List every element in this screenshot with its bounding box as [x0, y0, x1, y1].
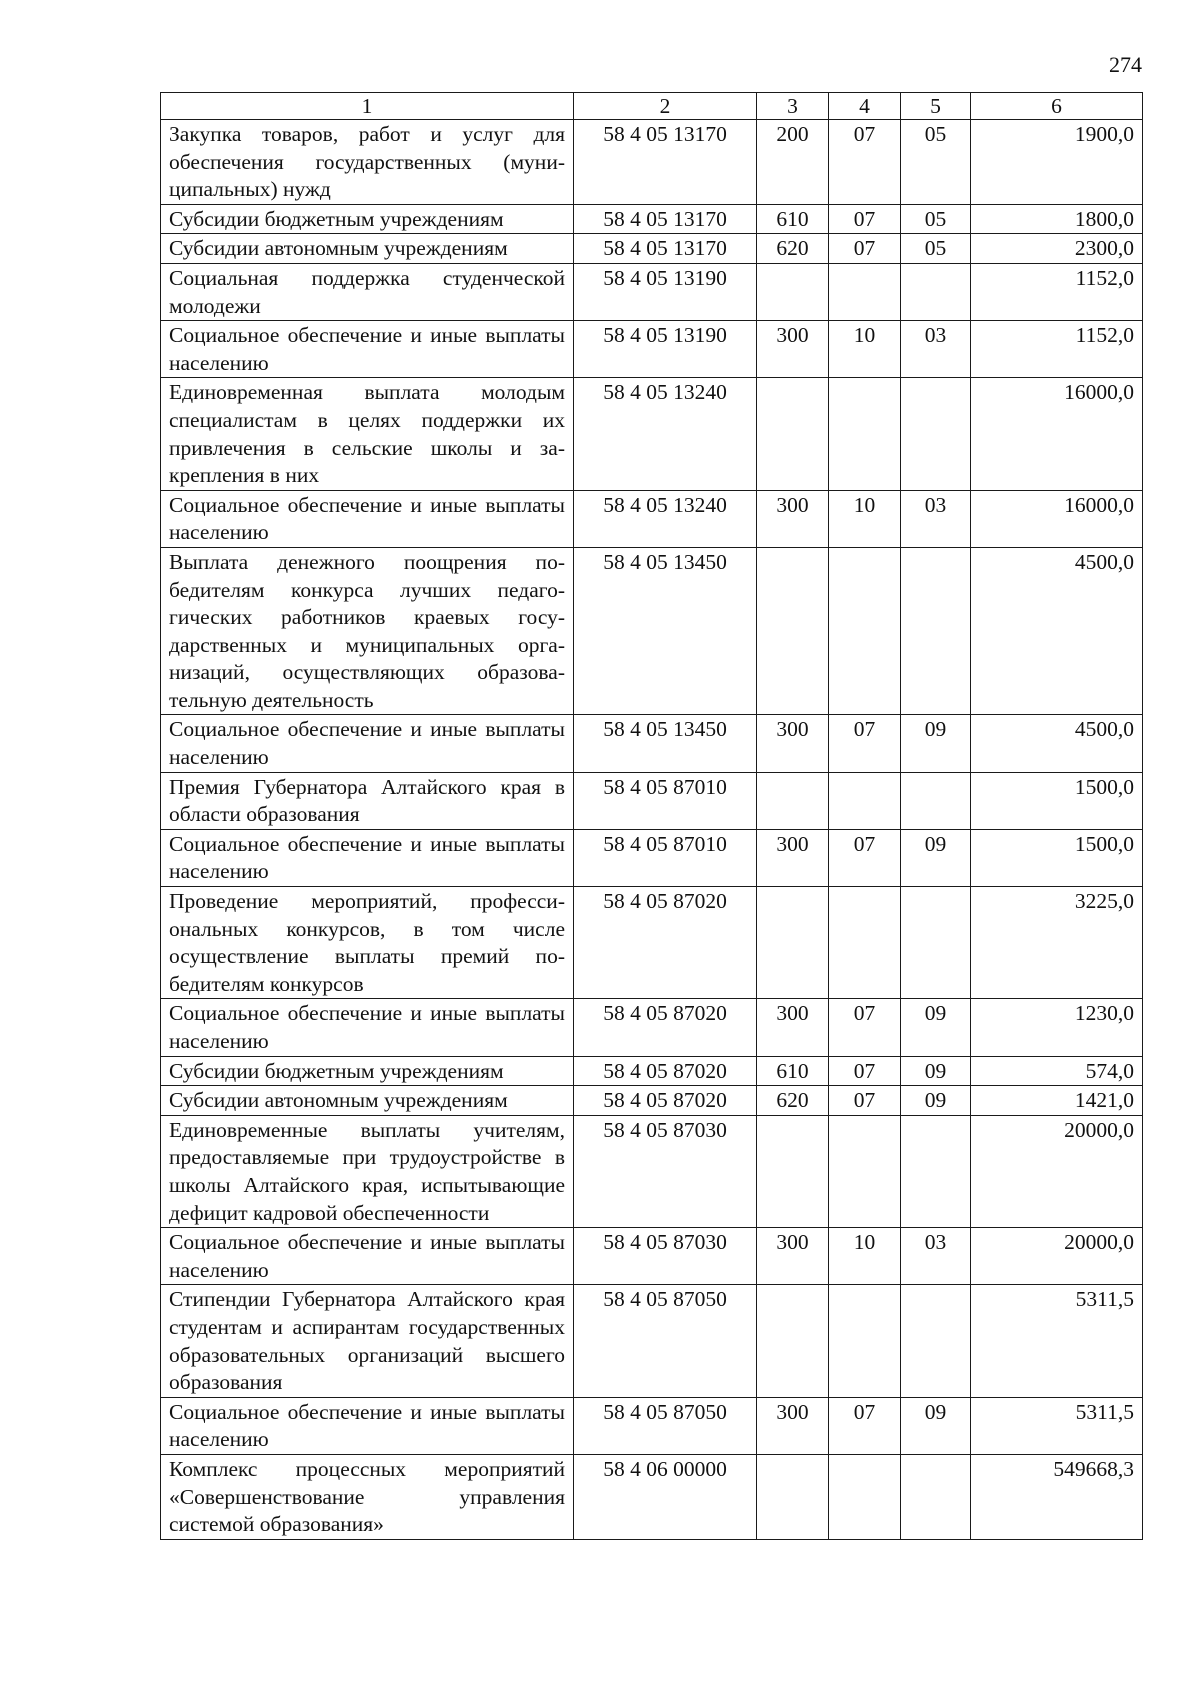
cell-target-code: 58 4 05 13190 — [574, 321, 757, 378]
cell-item-name: Проведение мероприятий, профессиональных конкурсов, в том числе осуществление выплаты премий победителям конкурсов — [161, 887, 574, 999]
column-header: 6 — [971, 93, 1143, 120]
cell-section — [829, 378, 901, 490]
cell-expense-type: 300 — [757, 1228, 829, 1285]
cell-expense-type: 300 — [757, 490, 829, 547]
cell-target-code: 58 4 05 13240 — [574, 490, 757, 547]
cell-section: 10 — [829, 490, 901, 547]
cell-subsection: 09 — [901, 829, 971, 886]
cell-target-code: 58 4 06 00000 — [574, 1454, 757, 1539]
cell-item-name: Субсидии автономным учреждениям — [161, 1086, 574, 1116]
cell-item-name: Социальное обеспечение и иные выплаты населению — [161, 490, 574, 547]
cell-amount: 4500,0 — [971, 547, 1143, 715]
cell-expense-type — [757, 1285, 829, 1397]
cell-item-name: Социальное обеспечение и иные выплаты населению — [161, 321, 574, 378]
cell-section: 07 — [829, 829, 901, 886]
table-row — [161, 887, 1143, 999]
cell-section: 07 — [829, 204, 901, 234]
cell-amount: 1900,0 — [971, 120, 1143, 205]
cell-expense-type — [757, 772, 829, 829]
cell-subsection: 03 — [901, 490, 971, 547]
cell-item-name: Социальное обеспечение и иные выплаты населению — [161, 999, 574, 1056]
cell-expense-type: 610 — [757, 204, 829, 234]
column-header: 4 — [829, 93, 901, 120]
column-header: 2 — [574, 93, 757, 120]
cell-amount: 2300,0 — [971, 234, 1143, 264]
cell-expense-type — [757, 263, 829, 320]
cell-section — [829, 1454, 901, 1539]
cell-subsection: 03 — [901, 321, 971, 378]
cell-target-code: 58 4 05 13450 — [574, 547, 757, 715]
cell-expense-type — [757, 887, 829, 999]
cell-target-code: 58 4 05 87020 — [574, 887, 757, 999]
cell-item-name: Единовременные выплаты учителям, предоставляемые при трудоустройстве в школы Алтайского края, испытывающие дефицит кадровой обеспеченности — [161, 1115, 574, 1227]
cell-subsection: 05 — [901, 204, 971, 234]
table-row — [161, 321, 1143, 378]
cell-amount: 1500,0 — [971, 772, 1143, 829]
cell-amount: 3225,0 — [971, 887, 1143, 999]
cell-amount: 574,0 — [971, 1056, 1143, 1086]
cell-subsection: 09 — [901, 715, 971, 772]
cell-amount: 1500,0 — [971, 829, 1143, 886]
column-header: 3 — [757, 93, 829, 120]
cell-section: 07 — [829, 1086, 901, 1116]
cell-expense-type — [757, 1115, 829, 1227]
cell-amount: 16000,0 — [971, 490, 1143, 547]
table-row — [161, 999, 1143, 1056]
cell-amount: 5311,5 — [971, 1285, 1143, 1397]
table-header-row — [161, 93, 1143, 120]
cell-item-name: Выплата денежного поощрения победителям конкурса лучших педагогических работников краевых государственных и муниципальных организаций, осуществляющих образовательную деятельность — [161, 547, 574, 715]
table-row — [161, 234, 1143, 264]
cell-subsection: 05 — [901, 120, 971, 205]
table-row — [161, 1397, 1143, 1454]
column-header: 5 — [901, 93, 971, 120]
table-row — [161, 1228, 1143, 1285]
cell-amount: 1230,0 — [971, 999, 1143, 1056]
cell-subsection: 03 — [901, 1228, 971, 1285]
table-row — [161, 1056, 1143, 1086]
cell-subsection: 09 — [901, 999, 971, 1056]
cell-item-name: Субсидии автономным учреждениям — [161, 234, 574, 264]
cell-section — [829, 1115, 901, 1227]
cell-subsection — [901, 547, 971, 715]
cell-target-code: 58 4 05 87010 — [574, 829, 757, 886]
table-row — [161, 263, 1143, 320]
cell-amount: 4500,0 — [971, 715, 1143, 772]
cell-target-code: 58 4 05 87050 — [574, 1285, 757, 1397]
cell-target-code: 58 4 05 87020 — [574, 999, 757, 1056]
table-body — [161, 120, 1143, 1540]
table-row — [161, 715, 1143, 772]
cell-subsection — [901, 1454, 971, 1539]
cell-item-name: Комплекс процессных мероприятий «Совершенствование управления системой образования» — [161, 1454, 574, 1539]
cell-section: 07 — [829, 120, 901, 205]
cell-expense-type: 300 — [757, 829, 829, 886]
cell-subsection — [901, 263, 971, 320]
cell-item-name: Субсидии бюджетным учреждениям — [161, 204, 574, 234]
budget-table — [160, 92, 1143, 1540]
table-row — [161, 772, 1143, 829]
cell-target-code: 58 4 05 87050 — [574, 1397, 757, 1454]
cell-subsection: 09 — [901, 1056, 971, 1086]
cell-expense-type — [757, 1454, 829, 1539]
cell-amount: 20000,0 — [971, 1115, 1143, 1227]
cell-expense-type: 620 — [757, 1086, 829, 1116]
cell-subsection — [901, 772, 971, 829]
cell-target-code: 58 4 05 13170 — [574, 234, 757, 264]
cell-target-code: 58 4 05 87010 — [574, 772, 757, 829]
cell-amount: 1800,0 — [971, 204, 1143, 234]
cell-expense-type — [757, 378, 829, 490]
table-row — [161, 1115, 1143, 1227]
cell-item-name: Социальное обеспечение и иные выплаты населению — [161, 1397, 574, 1454]
cell-subsection: 09 — [901, 1086, 971, 1116]
table-row — [161, 1086, 1143, 1116]
cell-section — [829, 1285, 901, 1397]
cell-expense-type: 300 — [757, 1397, 829, 1454]
cell-section: 07 — [829, 1056, 901, 1086]
table-row — [161, 829, 1143, 886]
cell-item-name: Социальное обеспечение и иные выплаты населению — [161, 829, 574, 886]
table-row — [161, 1285, 1143, 1397]
cell-target-code: 58 4 05 13190 — [574, 263, 757, 320]
cell-section: 07 — [829, 234, 901, 264]
cell-item-name: Закупка товаров, работ и услуг для обеспечения государственных (муниципальных) нужд — [161, 120, 574, 205]
cell-amount: 20000,0 — [971, 1228, 1143, 1285]
cell-section: 07 — [829, 999, 901, 1056]
cell-amount: 549668,3 — [971, 1454, 1143, 1539]
cell-item-name: Субсидии бюджетным учреждениям — [161, 1056, 574, 1086]
cell-amount: 16000,0 — [971, 378, 1143, 490]
cell-section: 07 — [829, 1397, 901, 1454]
table-row — [161, 378, 1143, 490]
table-row — [161, 120, 1143, 205]
cell-section — [829, 887, 901, 999]
cell-subsection — [901, 1115, 971, 1227]
column-header: 1 — [161, 93, 574, 120]
cell-amount: 1152,0 — [971, 263, 1143, 320]
cell-amount: 5311,5 — [971, 1397, 1143, 1454]
cell-section: 07 — [829, 715, 901, 772]
cell-section: 10 — [829, 321, 901, 378]
cell-expense-type — [757, 547, 829, 715]
cell-section — [829, 263, 901, 320]
cell-target-code: 58 4 05 13170 — [574, 204, 757, 234]
cell-target-code: 58 4 05 87030 — [574, 1228, 757, 1285]
table-row — [161, 547, 1143, 715]
cell-item-name: Социальное обеспечение и иные выплаты населению — [161, 1228, 574, 1285]
table-row — [161, 490, 1143, 547]
cell-expense-type: 300 — [757, 715, 829, 772]
page-number: 274 — [1109, 52, 1142, 77]
cell-target-code: 58 4 05 87020 — [574, 1056, 757, 1086]
cell-item-name: Единовременная выплата молодым специалистам в целях поддержки их привлечения в сельские школы и закрепления в них — [161, 378, 574, 490]
cell-subsection — [901, 887, 971, 999]
cell-amount: 1421,0 — [971, 1086, 1143, 1116]
cell-target-code: 58 4 05 13240 — [574, 378, 757, 490]
cell-expense-type: 610 — [757, 1056, 829, 1086]
cell-expense-type: 620 — [757, 234, 829, 264]
cell-expense-type: 300 — [757, 999, 829, 1056]
cell-subsection — [901, 378, 971, 490]
cell-subsection — [901, 1285, 971, 1397]
cell-item-name: Социальное обеспечение и иные выплаты населению — [161, 715, 574, 772]
cell-item-name: Социальная поддержка студенческой молодежи — [161, 263, 574, 320]
cell-section — [829, 772, 901, 829]
cell-section — [829, 547, 901, 715]
cell-section: 10 — [829, 1228, 901, 1285]
cell-target-code: 58 4 05 87020 — [574, 1086, 757, 1116]
cell-item-name: Стипендии Губернатора Алтайского края студентам и аспирантам государственных образовательных организаций высшего образования — [161, 1285, 574, 1397]
cell-subsection: 05 — [901, 234, 971, 264]
cell-item-name: Премия Губернатора Алтайского края в области образования — [161, 772, 574, 829]
cell-target-code: 58 4 05 13450 — [574, 715, 757, 772]
table-row — [161, 204, 1143, 234]
cell-expense-type: 300 — [757, 321, 829, 378]
cell-target-code: 58 4 05 87030 — [574, 1115, 757, 1227]
cell-target-code: 58 4 05 13170 — [574, 120, 757, 205]
cell-expense-type: 200 — [757, 120, 829, 205]
cell-subsection: 09 — [901, 1397, 971, 1454]
cell-amount: 1152,0 — [971, 321, 1143, 378]
table-row — [161, 1454, 1143, 1539]
